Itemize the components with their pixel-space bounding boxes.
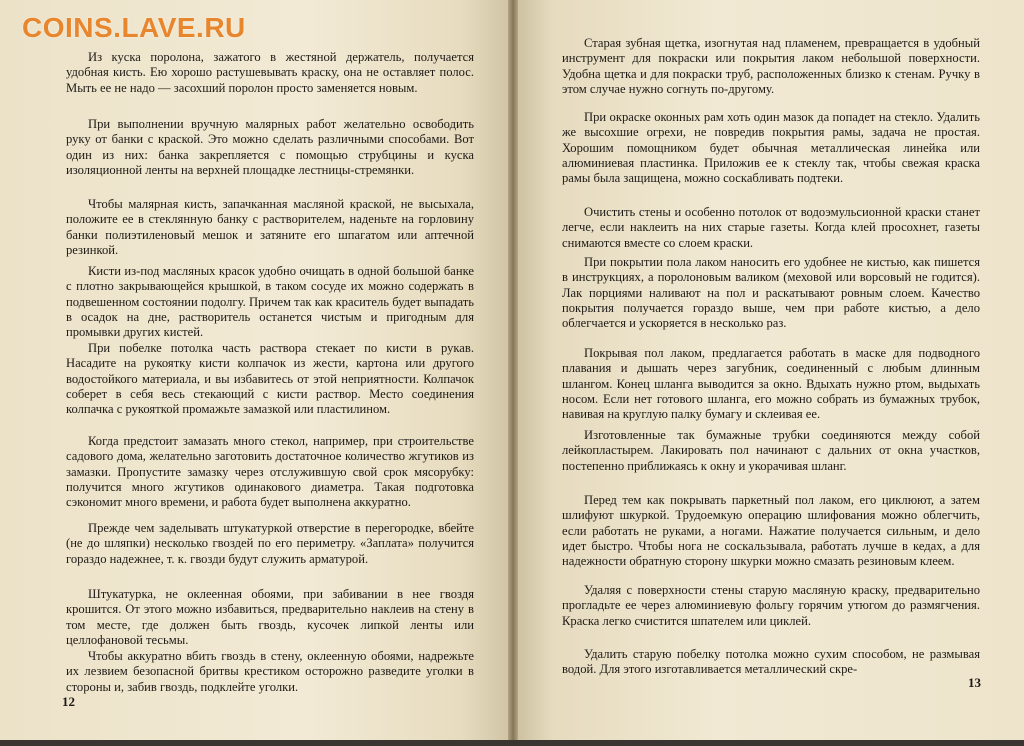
left-page-number: 12: [62, 694, 75, 709]
right-paragraph-2: При окраске оконных рам хоть один мазок да попадет на стекло. Удалить же высохшие огрехи, не повредив покрытия рамы, задача не простая. Хорошим помощником будет обычная металлическая линейка или алюминиевая пластинка. Приложив ее к стеклу так, чтобы свежая краска рамы была защищена, можно соскабливать подтеки.: [562, 110, 980, 186]
left-paragraph-7: Прежде чем заделывать штукатуркой отверстие в перегородке, вбейте (не до шляпки) несколько гвоздей по его периметру. «Заплата» получится гораздо надежнее, т. к. гвозди будут служить арматурой.: [66, 521, 474, 566]
left-paragraph-4: Кисти из-под масляных красок удобно очищать в одной большой банке с плотно закрывающейся крышкой, в таком сосуде их можно содержать в подвешенном состоянии подолгу. Причем так как краситель будет выпадать в осадок на дне, растворитель останется чистым и пригодным для промывки других кистей.: [66, 264, 474, 340]
right-paragraph-1: Старая зубная щетка, изогнутая над пламенем, превращается в удобный инструмент для покраски или покрытия лаком небольшой поверхности. Удобна щетка и для покраски труб, расположенных близко к стенам. Ручку в этом случае нужно согнуть по-другому.: [562, 36, 980, 96]
left-paragraph-2: При выполнении вручную малярных работ желательно освободить руку от банки с краской. Это можно сделать различными способами. Вот один из них: банка закрепляется с помощью струбцины и куска изоляционной ленты на верхней площадке лестницы-стремянки.: [66, 117, 474, 177]
right-page: [512, 0, 1024, 740]
right-paragraph-8: Удаляя с поверхности стены старую масляную краску, предварительно прогладьте ее через алюминиевую фольгу горячим утюгом до размягчения. Краска легко счистится шпателем или циклей.: [562, 583, 980, 628]
right-paragraph-5: Покрывая пол лаком, предлагается работать в маске для подводного плавания и дышать через загубник, соединенный с любым длинным шлангом. Конец шланга выводится за окно. Вдыхать нужно ртом, выдыхать носом. Если нет готового шланга, его можно собрать из бумажных трубок, навивая на круглую палку бумагу и склеивая ее.: [562, 346, 980, 422]
right-paragraph-6: Изготовленные так бумажные трубки соединяются между собой лейкопластырем. Лакировать пол начинают с дальних от окна участков, постепенно приближаясь к окну и укорачивая шланг.: [562, 428, 980, 473]
left-paragraph-5: При побелке потолка часть раствора стекает по кисти в рукав. Насадите на рукоятку кисти колпачок из жести, картона или другого водостойкого материала, и вы избавитесь от этой неприятности. Колпачок соберет в себя весь стекающий с кисти раствор. Место соединения колпачка с рукояткой промажьте замазкой или пластилином.: [66, 341, 474, 417]
right-page-number: 13: [968, 675, 981, 690]
right-paragraph-9: Удалить старую побелку потолка можно сухим способом, не размывая водой. Для этого изготавливается металлический скре-: [562, 647, 980, 677]
site-watermark: COINS.LAVE.RU: [22, 12, 246, 43]
scan-bottom-edge: [0, 740, 1024, 746]
book-gutter: [508, 0, 518, 740]
right-paragraph-3: Очистить стены и особенно потолок от водоэмульсионной краски станет легче, если наклеить на них старые газеты. Когда клей просохнет, газеты снимаются вместе со слоем краски.: [562, 205, 980, 250]
left-paragraph-6: Когда предстоит замазать много стекол, например, при строительстве садового дома, желательно заготовить достаточное количество жгутиков из замазки. Пропустите замазку через отслужившую свой срок мясорубку: получится много жгутиков одинакового диаметра. Такая подготовка сэкономит много времени, и работа будет выполнена аккуратно.: [66, 434, 474, 510]
right-paragraph-4: При покрытии пола лаком наносить его удобнее не кистью, как пишется в инструкциях, а поролоновым валиком (меховой или ворсовый не годится). Лак порциями наливают на пол и раскатывают ровным слоем. Качество покрытия получается гораздо выше, чем при работе кистью, а дело облегчается и ускоряется в несколько раз.: [562, 255, 980, 331]
right-paragraph-7: Перед тем как покрывать паркетный пол лаком, его циклюют, а затем шлифуют шкуркой. Трудоемкую операцию шлифования можно облегчить, если работать не руками, а ногами. Нажатие получается сильным, и дело идет быстро. Чтобы нога не соскальзывала, работать лучше в кедах, а для надежности обратную сторону шкурки можно смазать резиновым клеем.: [562, 493, 980, 569]
left-page: [0, 0, 512, 740]
left-paragraph-8: Штукатурка, не оклеенная обоями, при забивании в нее гвоздя крошится. От этого можно избавиться, предварительно наклеив на стену в том месте, где должен быть гвоздь, кусочек липкой ленты или целлофановой тесьмы.: [66, 587, 474, 647]
left-paragraph-1: Из куска поролона, зажатого в жестяной держатель, получается удобная кисть. Ею хорошо растушевывать краску, она не оставляет полос. Мыть ее не надо — засохший поролон просто заменяется новым.: [66, 50, 474, 95]
left-paragraph-9: Чтобы аккуратно вбить гвоздь в стену, оклеенную обоями, надрежьте их лезвием безопасной бритвы крестиком осторожно разведите уголки в стороны и, забив гвоздь, подклейте уголки.: [66, 649, 474, 694]
left-paragraph-3: Чтобы малярная кисть, запачканная масляной краской, не высыхала, положите ее в стеклянную банку с растворителем, наденьте на горловину банки полиэтиленовый мешок и затяните его шпагатом или аптечной резинкой.: [66, 197, 474, 257]
